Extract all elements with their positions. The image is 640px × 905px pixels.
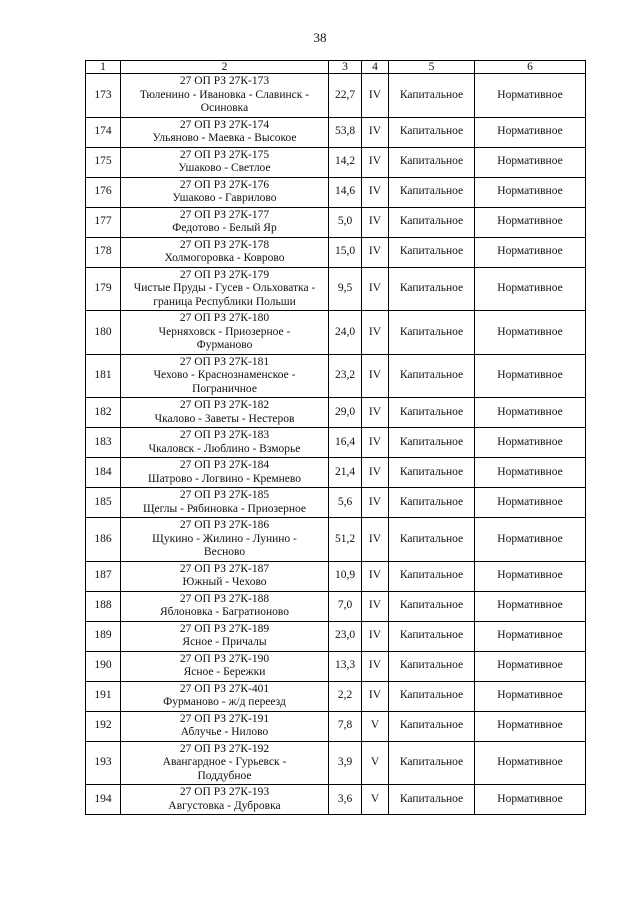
road-route-line: Чкаловск - Люблино - Взморье	[148, 442, 301, 455]
row-number-cell: 191	[86, 681, 121, 711]
surface-type-cell: Капитальное	[389, 428, 475, 458]
surface-type-cell: Капитальное	[389, 74, 475, 118]
row-number-cell: 181	[86, 354, 121, 398]
table-row	[86, 237, 586, 267]
length-cell: 2,2	[329, 681, 362, 711]
category-cell: IV	[362, 458, 389, 488]
road-route-line: Августовка - Дубровка	[168, 799, 281, 812]
road-code: 27 ОП РЗ 27К-186	[179, 519, 270, 531]
condition-cell: Нормативное	[475, 681, 586, 711]
category-cell: IV	[362, 311, 389, 355]
condition-cell: Нормативное	[475, 74, 586, 118]
row-number-cell: 179	[86, 267, 121, 311]
surface-type-cell: Капитальное	[389, 518, 475, 562]
table-row	[86, 458, 586, 488]
road-name-cell	[121, 117, 329, 147]
category-cell: IV	[362, 681, 389, 711]
surface-type-cell: Капитальное	[389, 311, 475, 355]
condition-cell: Нормативное	[475, 354, 586, 398]
table-row	[86, 354, 586, 398]
road-route-line: Аблучье - Нилово	[180, 726, 269, 738]
row-number-cell: 192	[86, 711, 121, 741]
table-row	[86, 74, 586, 118]
road-name-cell	[121, 398, 329, 428]
table-row	[86, 651, 586, 681]
road-name-cell	[121, 785, 329, 815]
road-route-line: Холмогоровка - Коврово	[164, 252, 285, 264]
row-number-cell: 173	[86, 74, 121, 118]
category-cell: IV	[362, 621, 389, 651]
road-route-line: Тюленино - Ивановка - Славинск -	[139, 88, 310, 101]
road-code: 27 ОП РЗ 27К-176	[179, 178, 270, 191]
road-route-line: Авангардное - Гурьевск -	[162, 756, 287, 768]
category-cell: IV	[362, 398, 389, 428]
column-header: 2	[121, 61, 329, 74]
row-number-cell: 176	[86, 177, 121, 207]
surface-type-cell: Капитальное	[389, 488, 475, 518]
surface-type-cell: Капитальное	[389, 237, 475, 267]
table-row	[86, 147, 586, 177]
table-row	[86, 711, 586, 741]
length-cell: 23,0	[329, 621, 362, 651]
road-code: 27 ОП РЗ 27К-184	[179, 459, 270, 471]
category-cell: IV	[362, 428, 389, 458]
column-header: 5	[389, 61, 475, 74]
road-code: 27 ОП РЗ 27К-173	[179, 75, 270, 87]
road-route-line: Черняховск - Приозерное -	[158, 325, 291, 338]
road-name-cell	[121, 651, 329, 681]
length-cell: 22,7	[329, 74, 362, 118]
road-code: 27 ОП РЗ 27К-401	[179, 682, 270, 695]
condition-cell: Нормативное	[475, 428, 586, 458]
road-name-cell	[121, 518, 329, 562]
table-row	[86, 681, 586, 711]
road-name-cell	[121, 267, 329, 311]
length-cell: 21,4	[329, 458, 362, 488]
length-cell: 51,2	[329, 518, 362, 562]
road-code: 27 ОП РЗ 27К-193	[179, 786, 270, 798]
length-cell: 14,6	[329, 177, 362, 207]
condition-cell: Нормативное	[475, 117, 586, 147]
length-cell: 24,0	[329, 311, 362, 355]
row-number-cell: 174	[86, 117, 121, 147]
condition-cell: Нормативное	[475, 741, 586, 785]
table-row	[86, 311, 586, 355]
length-cell: 7,8	[329, 711, 362, 741]
table-row	[86, 428, 586, 458]
condition-cell: Нормативное	[475, 267, 586, 311]
table-row	[86, 488, 586, 518]
category-cell: IV	[362, 488, 389, 518]
surface-type-cell: Капитальное	[389, 651, 475, 681]
row-number-cell: 177	[86, 207, 121, 237]
table-header-row	[86, 61, 586, 74]
road-code: 27 ОП РЗ 27К-185	[179, 489, 270, 501]
category-cell: IV	[362, 147, 389, 177]
surface-type-cell: Капитальное	[389, 681, 475, 711]
surface-type-cell: Капитальное	[389, 117, 475, 147]
road-name-cell	[121, 488, 329, 518]
condition-cell: Нормативное	[475, 561, 586, 591]
road-code: 27 ОП РЗ 27К-191	[179, 712, 270, 725]
row-number-cell: 178	[86, 237, 121, 267]
category-cell: V	[362, 741, 389, 785]
road-code: 27 ОП РЗ 27К-188	[179, 592, 270, 605]
road-name-cell	[121, 711, 329, 741]
road-route-line: Фурманово	[196, 339, 253, 351]
column-header: 3	[329, 61, 362, 74]
row-number-cell: 182	[86, 398, 121, 428]
road-code: 27 ОП РЗ 27К-189	[179, 622, 270, 635]
road-route-line: Весново	[203, 546, 246, 558]
road-name-cell	[121, 458, 329, 488]
road-route-line: Фурманово - ж/д переезд	[163, 696, 286, 708]
column-header: 1	[86, 61, 121, 74]
road-route-line: Щукино - Жилино - Лунино -	[152, 532, 297, 545]
surface-type-cell: Капитальное	[389, 621, 475, 651]
road-route-line: Чехово - Краснознаменское -	[153, 369, 296, 381]
condition-cell: Нормативное	[475, 398, 586, 428]
column-header: 6	[475, 61, 586, 74]
row-number-cell: 187	[86, 561, 121, 591]
road-route-line: Южный - Чехово	[182, 576, 267, 588]
road-code: 27 ОП РЗ 27К-179	[179, 268, 270, 281]
road-name-cell	[121, 237, 329, 267]
row-number-cell: 184	[86, 458, 121, 488]
road-route-line: Ульяново - Маевка - Высокое	[152, 132, 297, 144]
road-route-line: Ушаково - Светлое	[178, 162, 271, 174]
road-route-line: Ясное - Причалы	[182, 636, 267, 648]
condition-cell: Нормативное	[475, 237, 586, 267]
condition-cell: Нормативное	[475, 711, 586, 741]
condition-cell: Нормативное	[475, 488, 586, 518]
row-number-cell: 183	[86, 428, 121, 458]
road-route-line: Пограничное	[192, 382, 257, 395]
category-cell: V	[362, 711, 389, 741]
row-number-cell: 180	[86, 311, 121, 355]
road-route-line: Ушаково - Гаврилово	[172, 192, 277, 204]
length-cell: 16,4	[329, 428, 362, 458]
surface-type-cell: Капитальное	[389, 147, 475, 177]
road-name-cell	[121, 147, 329, 177]
condition-cell: Нормативное	[475, 651, 586, 681]
road-route-line: Шатрово - Логвино - Кремнево	[148, 472, 301, 485]
row-number-cell: 193	[86, 741, 121, 785]
length-cell: 3,9	[329, 741, 362, 785]
surface-type-cell: Капитальное	[389, 354, 475, 398]
category-cell: IV	[362, 651, 389, 681]
length-cell: 13,3	[329, 651, 362, 681]
table-row	[86, 561, 586, 591]
surface-type-cell: Капитальное	[389, 458, 475, 488]
condition-cell: Нормативное	[475, 177, 586, 207]
condition-cell: Нормативное	[475, 147, 586, 177]
table-row	[86, 591, 586, 621]
road-code: 27 ОП РЗ 27К-192	[179, 742, 270, 755]
row-number-cell: 189	[86, 621, 121, 651]
road-name-cell	[121, 591, 329, 621]
surface-type-cell: Капитальное	[389, 561, 475, 591]
category-cell: IV	[362, 117, 389, 147]
category-cell: IV	[362, 561, 389, 591]
length-cell: 10,9	[329, 561, 362, 591]
surface-type-cell: Капитальное	[389, 591, 475, 621]
road-route-line: Поддубное	[197, 769, 252, 782]
category-cell: IV	[362, 354, 389, 398]
road-name-cell	[121, 681, 329, 711]
condition-cell: Нормативное	[475, 311, 586, 355]
length-cell: 14,2	[329, 147, 362, 177]
table-row	[86, 267, 586, 311]
condition-cell: Нормативное	[475, 621, 586, 651]
road-code: 27 ОП РЗ 27К-187	[179, 562, 270, 575]
road-name-cell	[121, 428, 329, 458]
table-row	[86, 177, 586, 207]
length-cell: 7,0	[329, 591, 362, 621]
category-cell: IV	[362, 177, 389, 207]
condition-cell: Нормативное	[475, 207, 586, 237]
category-cell: IV	[362, 74, 389, 118]
length-cell: 9,5	[329, 267, 362, 311]
page-number: 38	[313, 30, 327, 45]
road-code: 27 ОП РЗ 27К-183	[179, 429, 270, 441]
road-route-line: Ясное - Бережки	[183, 666, 266, 678]
length-cell: 5,0	[329, 207, 362, 237]
road-code: 27 ОП РЗ 27К-190	[179, 652, 270, 665]
road-code: 27 ОП РЗ 27К-175	[179, 148, 270, 161]
table-row	[86, 398, 586, 428]
surface-type-cell: Капитальное	[389, 398, 475, 428]
condition-cell: Нормативное	[475, 591, 586, 621]
road-code: 27 ОП РЗ 27К-182	[179, 399, 270, 411]
road-route-line: Щеглы - Рябиновка - Приозерное	[142, 502, 307, 515]
road-route-line: Чистые Пруды - Гусев - Ольховатка -	[133, 282, 316, 294]
road-name-cell	[121, 177, 329, 207]
table-row	[86, 518, 586, 562]
road-route-line: Чкалово - Заветы - Нестеров	[154, 412, 295, 425]
surface-type-cell: Капитальное	[389, 207, 475, 237]
row-number-cell: 186	[86, 518, 121, 562]
road-name-cell	[121, 621, 329, 651]
road-name-cell	[121, 354, 329, 398]
table-row	[86, 785, 586, 815]
category-cell: V	[362, 785, 389, 815]
length-cell: 5,6	[329, 488, 362, 518]
table-row	[86, 741, 586, 785]
road-route-line: граница Республики Польши	[153, 295, 296, 308]
condition-cell: Нормативное	[475, 785, 586, 815]
road-code: 27 ОП РЗ 27К-181	[179, 355, 270, 368]
length-cell: 3,6	[329, 785, 362, 815]
road-route-line: Федотово - Белый Яр	[172, 222, 277, 234]
road-code: 27 ОП РЗ 27К-177	[179, 208, 270, 221]
surface-type-cell: Капитальное	[389, 785, 475, 815]
road-name-cell	[121, 207, 329, 237]
row-number-cell: 190	[86, 651, 121, 681]
table-row	[86, 621, 586, 651]
row-number-cell: 194	[86, 785, 121, 815]
roads-table	[85, 60, 586, 815]
road-name-cell	[121, 741, 329, 785]
condition-cell: Нормативное	[475, 458, 586, 488]
surface-type-cell: Капитальное	[389, 267, 475, 311]
table-row	[86, 207, 586, 237]
category-cell: IV	[362, 518, 389, 562]
length-cell: 53,8	[329, 117, 362, 147]
category-cell: IV	[362, 267, 389, 311]
category-cell: IV	[362, 207, 389, 237]
column-header: 4	[362, 61, 389, 74]
road-route-line: Яблоновка - Багратионово	[159, 606, 290, 618]
condition-cell: Нормативное	[475, 518, 586, 562]
length-cell: 29,0	[329, 398, 362, 428]
road-route-line: Осиновка	[200, 102, 249, 114]
road-name-cell	[121, 311, 329, 355]
surface-type-cell: Капитальное	[389, 711, 475, 741]
table-row	[86, 117, 586, 147]
road-code: 27 ОП РЗ 27К-174	[179, 118, 270, 131]
road-code: 27 ОП РЗ 27К-180	[179, 312, 270, 324]
road-name-cell	[121, 74, 329, 118]
road-name-cell	[121, 561, 329, 591]
category-cell: IV	[362, 591, 389, 621]
row-number-cell: 185	[86, 488, 121, 518]
row-number-cell: 175	[86, 147, 121, 177]
length-cell: 15,0	[329, 237, 362, 267]
category-cell: IV	[362, 237, 389, 267]
road-code: 27 ОП РЗ 27К-178	[179, 238, 270, 251]
row-number-cell: 188	[86, 591, 121, 621]
surface-type-cell: Капитальное	[389, 741, 475, 785]
surface-type-cell: Капитальное	[389, 177, 475, 207]
length-cell: 23,2	[329, 354, 362, 398]
